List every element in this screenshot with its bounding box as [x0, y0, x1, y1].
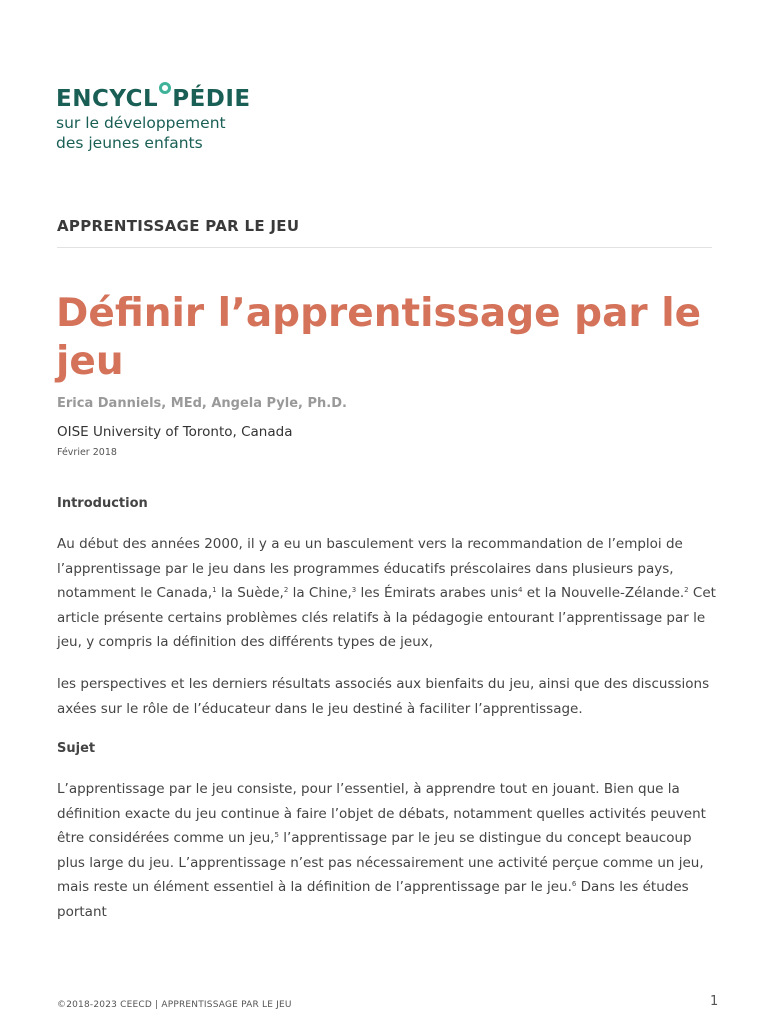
text-run: Au début des années 2000, il y a eu un basculement vers la recommandation de l’emploi de l’apprentissage par le jeu dans les programmes éducatifs préscolaires dans plusieurs pays, notamment le Canada, [57, 536, 683, 601]
reference-1[interactable]: 1 [212, 586, 217, 594]
reference-2b[interactable]: 2 [684, 586, 689, 594]
encyclopedia-logo [56, 82, 251, 153]
text-run: les Émirats arabes unis [356, 585, 519, 601]
text-run: L’apprentissage par le jeu consiste, pour l’essentiel, à apprendre tout en jouant. Bien que la définition exacte du jeu continue à faire l’objet de débats, notamment quelles activités peuvent être considérées comme un jeu, [57, 781, 706, 846]
text-run: et la Nouvelle-Zélande. [522, 585, 685, 601]
article-title: Définir l’apprentissage par le jeu [56, 291, 702, 384]
page-number: 1 [710, 994, 719, 1009]
text-run: Dans les études portant [57, 879, 689, 920]
publication-date: Février 2018 [57, 447, 117, 458]
heading-sujet: Sujet [57, 741, 96, 756]
logo-subtitle-line2: des jeunes enfants [56, 134, 203, 152]
intro-paragraph-1 [57, 532, 722, 655]
authors: Erica Danniels, MEd, Angela Pyle, Ph.D. [57, 396, 347, 411]
logo-subtitle-line1: sur le développement [56, 114, 226, 132]
reference-2[interactable]: 2 [283, 586, 289, 594]
logo-text-start: ENCYCL [56, 86, 159, 112]
section-label: APPRENTISSAGE PAR LE JEU [57, 217, 300, 235]
subject-paragraph-1 [57, 777, 722, 924]
heading-introduction: Introduction [57, 496, 148, 511]
affiliation: OISE University of Toronto, Canada [57, 424, 293, 440]
divider [57, 247, 712, 248]
text-run: la Chine, [288, 585, 352, 601]
reference-4[interactable]: 4 [518, 586, 523, 594]
text-run: la Suède, [216, 585, 284, 601]
reference-3[interactable]: 3 [351, 586, 357, 594]
logo-text-end: PÉDIE [172, 86, 251, 112]
footer-text: ©2018-2023 CEECD | APPRENTISSAGE PAR LE JEU [57, 1000, 292, 1010]
reference-5[interactable]: 5 [274, 831, 279, 839]
reference-6[interactable]: 6 [571, 880, 577, 888]
text-run: Cet article présente certains problèmes clés relatifs à la pédagogie entourant l’apprentissage par le jeu, y compris la définition des différents types de jeux, [57, 585, 716, 650]
text-run: l’apprentissage par le jeu se distingue du concept beaucoup plus large du jeu. L’apprentissage n’est pas nécessairement une activité perçue comme un jeu, mais reste un élément essentiel à la définition de l’apprentissage par le jeu. [57, 830, 704, 895]
logo-o-circle-icon [159, 82, 171, 94]
logo-wordmark [56, 82, 251, 113]
intro-paragraph-2: les perspectives et les derniers résultats associés aux bienfaits du jeu, ainsi que des discussions axées sur le rôle de l’éducateur dans le jeu destiné à faciliter l’apprentissage. [57, 676, 710, 717]
